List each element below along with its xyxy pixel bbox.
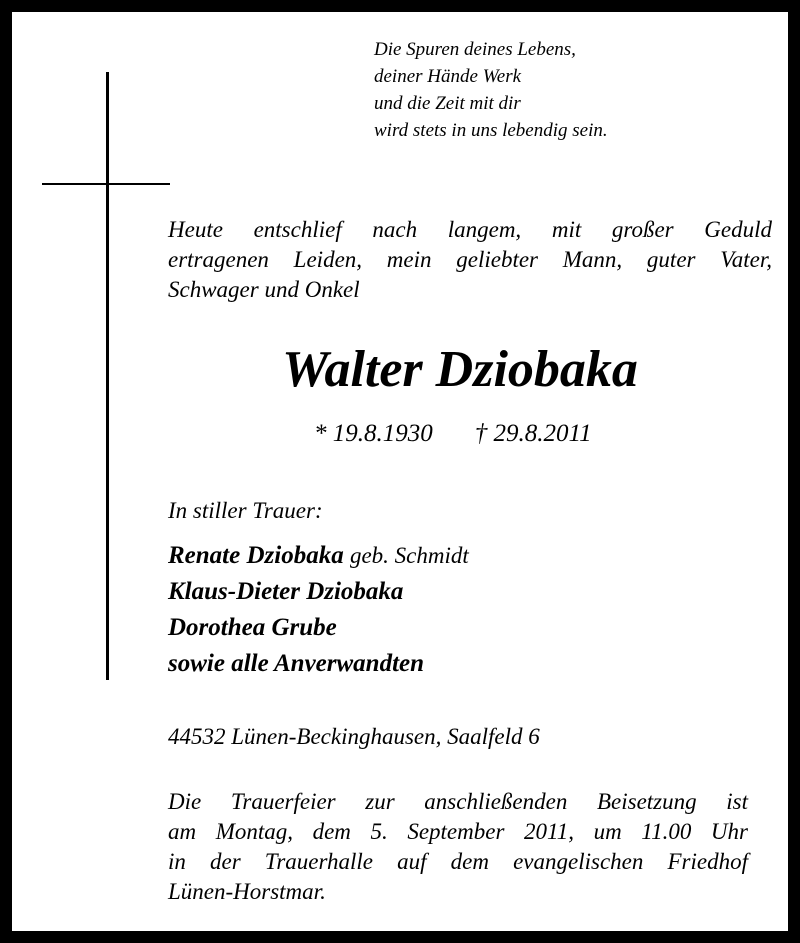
mourner-row	[168, 610, 469, 646]
service-line: am Montag, dem 5. September 2011, um 11.00 Uhr	[168, 819, 748, 844]
mourner-name: Dorothea Grube	[168, 614, 337, 641]
service-info	[168, 787, 748, 907]
mourner-note: geb. Schmidt	[349, 543, 469, 568]
life-dates	[314, 420, 592, 448]
announcement-line: ertragenen Leiden, mein geliebter Mann, guter Vater,	[168, 247, 772, 272]
announcement-line: Heute entschlief nach langem, mit großer Geduld	[168, 217, 772, 242]
service-line: Die Trauerfeier zur anschließenden Beisetzung ist	[168, 789, 748, 814]
mourners-list	[168, 538, 469, 682]
cross-icon-bar	[42, 183, 170, 185]
mourner-row	[168, 574, 469, 610]
birth-date: * 19.8.1930	[314, 420, 433, 447]
motto-line: Die Spuren deines Lebens,	[374, 39, 576, 60]
service-line: Lünen-Horstmar.	[168, 879, 326, 904]
mourner-name: Klaus-Dieter Dziobaka	[168, 578, 404, 605]
service-line: in der Trauerhalle auf dem evangelischen Friedhof	[168, 849, 748, 874]
motto-line: und die Zeit mit dir	[374, 93, 521, 114]
mourner-name: sowie alle Anverwandten	[168, 650, 425, 677]
announcement-line: Schwager und Onkel	[168, 277, 360, 302]
mourner-row	[168, 538, 469, 574]
death-date: † 29.8.2011	[474, 420, 592, 447]
address: 44532 Lünen-Beckinghausen, Saalfeld 6	[168, 724, 540, 749]
announcement-text	[168, 215, 772, 305]
mourning-label: In stiller Trauer:	[168, 498, 323, 523]
motto-line: wird stets in uns lebendig sein.	[374, 120, 608, 141]
obituary-card	[12, 12, 788, 931]
motto-verse	[374, 36, 608, 144]
mourner-name: Renate Dziobaka	[168, 542, 344, 569]
deceased-name: Walter Dziobaka	[282, 341, 638, 398]
motto-line: deiner Hände Werk	[374, 66, 522, 87]
mourner-row	[168, 646, 469, 682]
